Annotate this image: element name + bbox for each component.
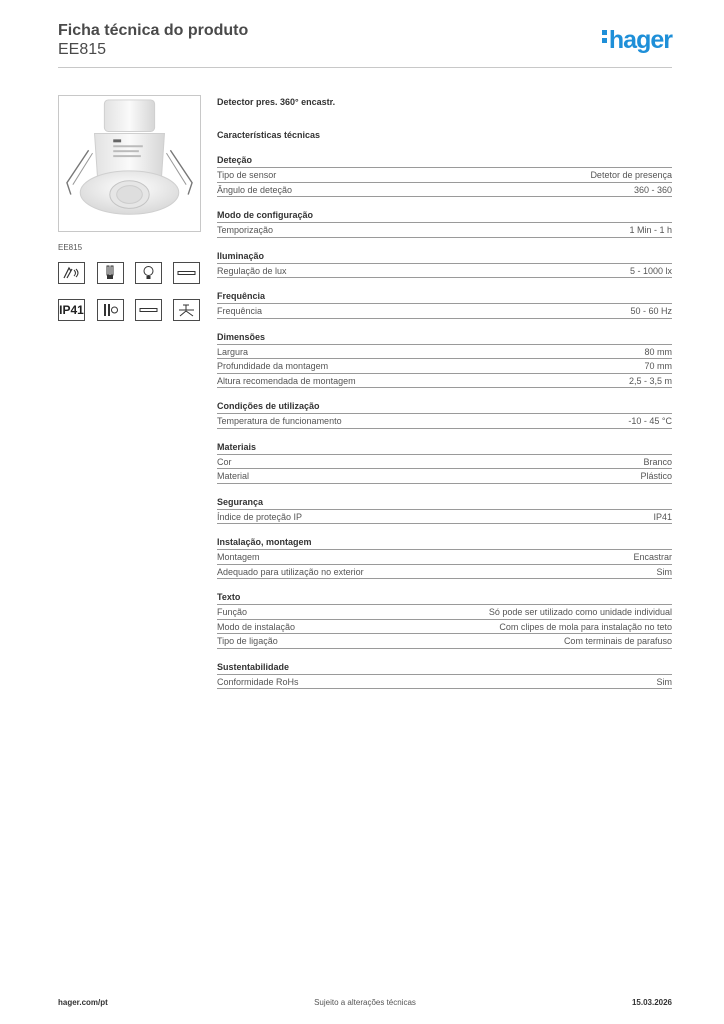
section-title: Condições de utilização: [217, 400, 672, 414]
section-title: Deteção: [217, 154, 672, 168]
spec-value: Só pode ser utilizado como unidade individual: [488, 607, 672, 617]
ip-rating-badge: [58, 299, 85, 321]
tech-heading: Características técnicas: [217, 130, 321, 140]
section-title: Dimensões: [217, 331, 672, 345]
spec-row: [217, 469, 672, 484]
spec-label: Montagem: [217, 552, 260, 562]
spec-value: 70 mm: [644, 361, 672, 371]
spec-value: 50 - 60 Hz: [630, 306, 672, 316]
spec-row: [217, 510, 672, 525]
section-title: Modo de configuração: [217, 209, 672, 223]
presence-detector-icon: [97, 299, 124, 321]
spec-row: [217, 264, 672, 279]
spec-section: [217, 209, 672, 238]
spec-row: [217, 565, 672, 580]
section-title: Sustentabilidade: [217, 661, 672, 675]
spec-value: Com clipes de mola para instalação no teto: [499, 621, 672, 632]
spec-label: Tipo de ligação: [217, 636, 278, 646]
spec-section: [217, 591, 672, 649]
logo-text: hager: [608, 26, 672, 54]
spec-row: [217, 634, 672, 649]
spec-label: Tipo de sensor: [217, 170, 277, 180]
spec-label: Função: [217, 607, 248, 617]
spec-content: [217, 96, 672, 689]
spec-section: [217, 441, 672, 484]
spec-row: [217, 675, 672, 690]
footer-website[interactable]: hager.com/pt: [58, 998, 108, 1007]
spec-section: [217, 661, 672, 690]
page-title: Ficha técnica do produto: [58, 22, 249, 39]
light-bulb-icon: [135, 262, 162, 284]
spec-section: [217, 290, 672, 319]
motion-sensor-icon: [58, 262, 85, 284]
linear-lamp-icon: [135, 299, 162, 321]
ip-rating-text: IP41: [59, 303, 84, 317]
section-title: Texto: [217, 591, 672, 605]
spec-row: [217, 414, 672, 429]
section-title: Iluminação: [217, 250, 672, 264]
spec-row: [217, 455, 672, 470]
spec-label: Ângulo de deteção: [217, 184, 293, 195]
spec-value: Sim: [656, 676, 672, 687]
spec-section: [217, 331, 672, 389]
page-header: [58, 22, 672, 68]
spec-row: [217, 605, 672, 620]
spec-value: Plástico: [640, 471, 672, 481]
photo-caption: EE815: [58, 243, 83, 252]
spec-value: IP41: [653, 511, 672, 522]
spec-value: 80 mm: [644, 346, 672, 357]
product-code: EE815: [58, 41, 107, 58]
led-tube-icon: [173, 262, 200, 284]
spec-label: Cor: [217, 456, 232, 467]
spec-label: Índice de proteção IP: [217, 511, 303, 522]
spec-section: [217, 496, 672, 525]
spec-value: 1 Min - 1 h: [629, 225, 672, 235]
spec-value: Com terminais de parafuso: [563, 636, 672, 646]
section-title: Materiais: [217, 441, 672, 455]
spec-label: Temporização: [217, 225, 274, 235]
spec-value: Encastrar: [633, 552, 672, 562]
fluorescent-lamp-icon: [97, 262, 124, 284]
logo-dots-icon: [602, 30, 608, 46]
spec-label: Material: [217, 471, 250, 481]
spec-value: Detetor de presença: [590, 170, 672, 180]
spec-label: Temperatura de funcionamento: [217, 416, 342, 426]
spec-label: Frequência: [217, 306, 263, 316]
spec-row: [217, 359, 672, 374]
spec-label: Largura: [217, 346, 249, 357]
spec-row: [217, 620, 672, 635]
spec-label: Modo de instalação: [217, 621, 296, 632]
spec-section: [217, 536, 672, 579]
footer-date: 15.03.2026: [631, 998, 672, 1007]
spec-row: [217, 168, 672, 183]
spec-label: Regulação de lux: [217, 265, 287, 276]
spec-sections: [217, 154, 672, 689]
spec-label: Conformidade RoHs: [217, 676, 299, 687]
section-title: Instalação, montagem: [217, 536, 672, 550]
section-title: Frequência: [217, 290, 672, 304]
section-title: Segurança: [217, 496, 672, 510]
ceiling-detector-image: [59, 96, 200, 231]
spec-row: [217, 183, 672, 198]
spec-value: -10 - 45 °C: [628, 416, 672, 426]
spec-row: [217, 223, 672, 238]
spec-value: 360 - 360: [633, 184, 672, 195]
spec-section: [217, 250, 672, 279]
spec-value: 5 - 1000 lx: [629, 265, 672, 276]
spec-value: Sim: [656, 566, 672, 577]
spec-value: Branco: [643, 456, 672, 467]
ceiling-mount-icon: [173, 299, 200, 321]
hager-logo: [602, 26, 672, 55]
spec-label: Profundidade da montagem: [217, 361, 329, 371]
spec-row: [217, 550, 672, 565]
spec-label: Altura recomendada de montagem: [217, 375, 356, 386]
spec-section: [217, 400, 672, 429]
spec-value: 2,5 - 3,5 m: [628, 375, 672, 386]
spec-row: [217, 345, 672, 360]
footer-notice: Sujeito a alterações técnicas: [314, 998, 416, 1007]
product-name: Detector pres. 360° encastr.: [217, 97, 336, 107]
spec-row: [217, 304, 672, 319]
spec-section: [217, 154, 672, 197]
spec-label: Adequado para utilização no exterior: [217, 566, 364, 577]
spec-row: [217, 374, 672, 389]
product-photo: [58, 95, 201, 232]
